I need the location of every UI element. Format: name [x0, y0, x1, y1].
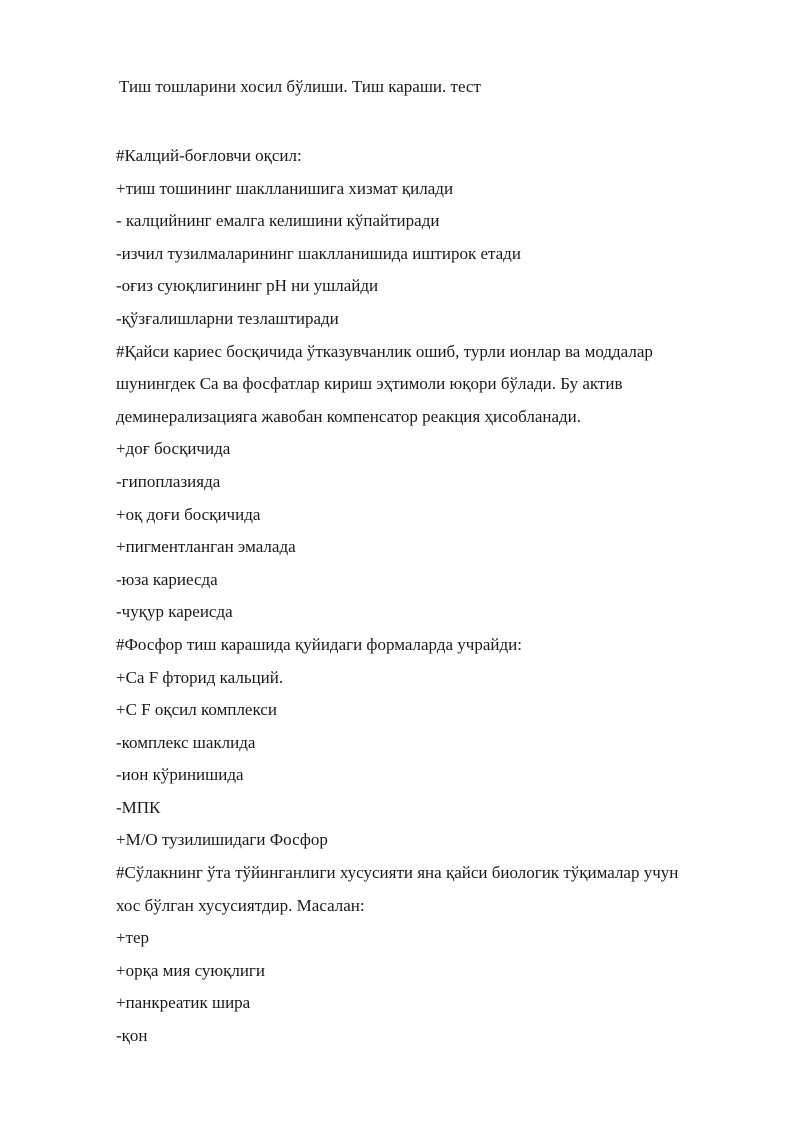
text-line: +оқ доғи босқичида — [116, 504, 261, 524]
text-line: #Қайси кариес босқичида ўтказувчанлик ошиб, турли ионлар ва моддалар — [116, 341, 653, 361]
test-content — [116, 140, 766, 1053]
text-line: -изчил тузилмаларининг шаклланишида иштирок етади — [116, 243, 521, 263]
text-line: - калцийнинг емалга келишини кўпайтиради — [116, 211, 440, 231]
text-line: +тиш тошининг шаклланишига хизмат қилади — [116, 178, 454, 198]
text-line: -юза кариесда — [116, 569, 218, 589]
text-line: +доғ босқичида — [116, 439, 231, 459]
text-line: -қон — [116, 1026, 148, 1046]
text-line: -чуқур кареисда — [116, 602, 233, 622]
text-line: деминерализацияга жавобан компенсатор реакция ҳисобланади. — [116, 406, 582, 426]
text-line: -гипоплазияда — [116, 471, 221, 491]
text-line: хос бўлган хусусиятдир. Масалан: — [116, 895, 365, 915]
text-line: +С F оқсил комплекси — [116, 700, 277, 720]
text-line: +тер — [116, 928, 150, 948]
text-line: -комплекс шаклида — [116, 732, 256, 752]
text-line: +Са F фторид кальций. — [116, 667, 284, 687]
text-line: +М/О тузилишидаги Фосфор — [116, 830, 328, 850]
text-line: -қўзғалишларни тезлаштиради — [116, 308, 339, 328]
text-line: -ион кўринишида — [116, 765, 244, 785]
text-line: -оғиз суюқлигининг рН ни ушлайди — [116, 276, 379, 296]
text-line: -МПК — [116, 797, 161, 817]
text-line: +орқа мия суюқлиги — [116, 960, 265, 980]
text-line: #Калций-боғловчи оқсил: — [116, 146, 302, 165]
document-title: Тиш тошларини хосил бўлиши. Тиш караши. тест — [119, 77, 481, 96]
text-line: #Сўлакнинг ўта тўйинганлиги хусусияти яна қайси биологик тўқималар учун — [116, 863, 679, 883]
text-line: +панкреатик шира — [116, 993, 251, 1013]
text-line: #Фосфор тиш карашида қуйидаги формаларда учрайди: — [116, 634, 522, 654]
text-line: шунингдек Са ва фосфатлар кириш эҳтимоли юқори бўлади. Бу актив — [116, 374, 623, 394]
text-line: +пигментланган эмалада — [116, 537, 296, 557]
